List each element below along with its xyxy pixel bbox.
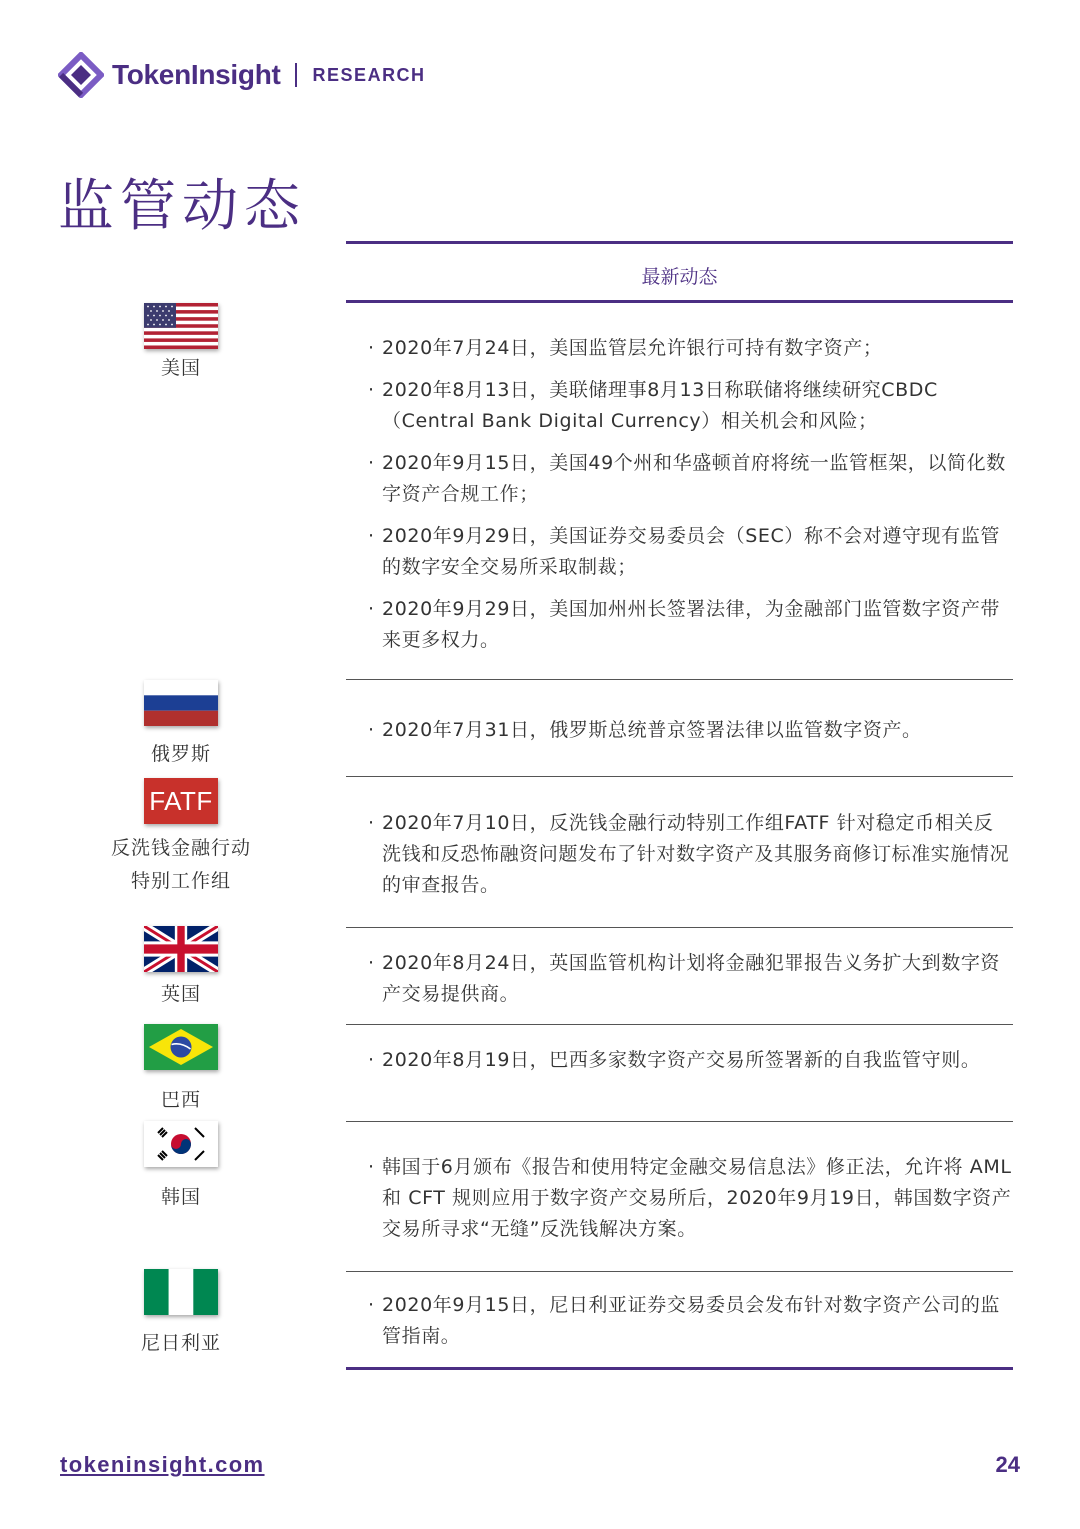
list-item: · 2020年8月13日，美联储理事8月13日称联储将继续研究CBDC（Central Bank Digital Currency）相关机会和风险； xyxy=(368,379,938,432)
table-bottom-rule xyxy=(346,1367,1013,1370)
table-top-rule xyxy=(346,241,1013,244)
country-nigeria xyxy=(100,1269,262,1360)
list-item: · 2020年7月31日，俄罗斯总统普京签署法律以监管数字资产。 xyxy=(368,719,922,741)
country-brazil xyxy=(100,1024,262,1117)
country-fatf xyxy=(100,778,262,898)
row-korea-entries xyxy=(368,1152,1012,1245)
row-nigeria-entries xyxy=(368,1290,1012,1352)
country-label: 特别工作组 xyxy=(130,870,231,892)
country-label: 俄罗斯 xyxy=(150,743,211,765)
row-divider xyxy=(346,1024,1013,1025)
page-number: 24 xyxy=(995,1452,1020,1477)
list-item: · 2020年8月19日，巴西多家数字资产交易所签署新的自我监管守则。 xyxy=(368,1049,981,1071)
column-header: 最新动态 xyxy=(641,266,718,288)
country-label: 英国 xyxy=(160,983,201,1005)
korea-flag-icon xyxy=(144,1121,218,1167)
list-item: · 2020年8月24日，英国监管机构计划将金融犯罪报告义务扩大到数字资产交易提供商。 xyxy=(368,952,1001,1005)
country-label: 巴西 xyxy=(160,1089,201,1111)
us-flag-icon xyxy=(144,303,218,349)
row-fatf-entries xyxy=(368,808,1012,901)
header-bottom-rule xyxy=(346,300,1013,303)
row-uk-entries xyxy=(368,948,1012,1010)
list-item: · 韩国于6月颁布《报告和使用特定金融交易信息法》修正法，允许将 AML 和 CFT 规则应用于数字资产交易所后，2020年9月19日，韩国数字资产交易所寻求“无缝”反洗钱解决方案。 xyxy=(368,1156,1012,1240)
list-item: · 2020年9月15日，美国49个州和华盛顿首府将统一监管框架，以简化数字资产合规工作； xyxy=(368,452,1006,505)
brand-name: TokenInsight xyxy=(112,59,281,90)
list-item: · 2020年9月29日，美国证券交易委员会（SEC）称不会对遵守现有监管的数字安全交易所采取制裁； xyxy=(368,525,1000,578)
nigeria-flag-icon xyxy=(144,1269,218,1315)
row-divider xyxy=(346,1121,1013,1122)
country-usa xyxy=(100,303,262,385)
list-item: · 2020年7月10日，反洗钱金融行动特别工作组FATF 针对稳定币相关反洗钱和反恐怖融资问题发布了针对数字资产及其服务商修订标准实施情况的审查报告。 xyxy=(368,812,1010,896)
country-label: 美国 xyxy=(160,357,201,379)
row-divider xyxy=(346,776,1013,777)
country-label: 韩国 xyxy=(160,1186,201,1208)
country-russia xyxy=(100,680,262,771)
row-divider xyxy=(346,679,1013,680)
fatf-badge: FATF xyxy=(144,778,218,824)
country-label: 反洗钱金融行动 xyxy=(110,837,251,859)
list-item: · 2020年9月29日，美国加州州长签署法律，为金融部门监管数字资产带来更多权力。 xyxy=(368,598,1001,651)
country-korea xyxy=(100,1121,262,1214)
row-divider xyxy=(346,1271,1013,1272)
country-label: 尼日利亚 xyxy=(140,1332,221,1354)
uk-flag-icon xyxy=(144,926,218,972)
row-russia-entries xyxy=(368,715,1012,746)
row-usa-entries xyxy=(368,333,1012,656)
row-divider xyxy=(346,927,1013,928)
country-uk xyxy=(100,926,262,1011)
header xyxy=(58,52,426,98)
row-brazil-entries xyxy=(368,1045,1012,1076)
brazil-flag-icon xyxy=(144,1024,218,1070)
tokeninsight-logo-icon xyxy=(58,52,104,98)
header-divider xyxy=(295,63,297,87)
section-label: RESEARCH xyxy=(312,64,426,85)
russia-flag-icon xyxy=(144,680,218,726)
page-title: 监管动态 xyxy=(58,174,306,239)
list-item: · 2020年7月24日，美国监管层允许银行可持有数字资产； xyxy=(368,337,883,359)
list-item: · 2020年9月15日，尼日利亚证券交易委员会发布针对数字资产公司的监管指南。 xyxy=(368,1294,1001,1347)
footer-website-link[interactable]: tokeninsight.com xyxy=(60,1452,265,1477)
